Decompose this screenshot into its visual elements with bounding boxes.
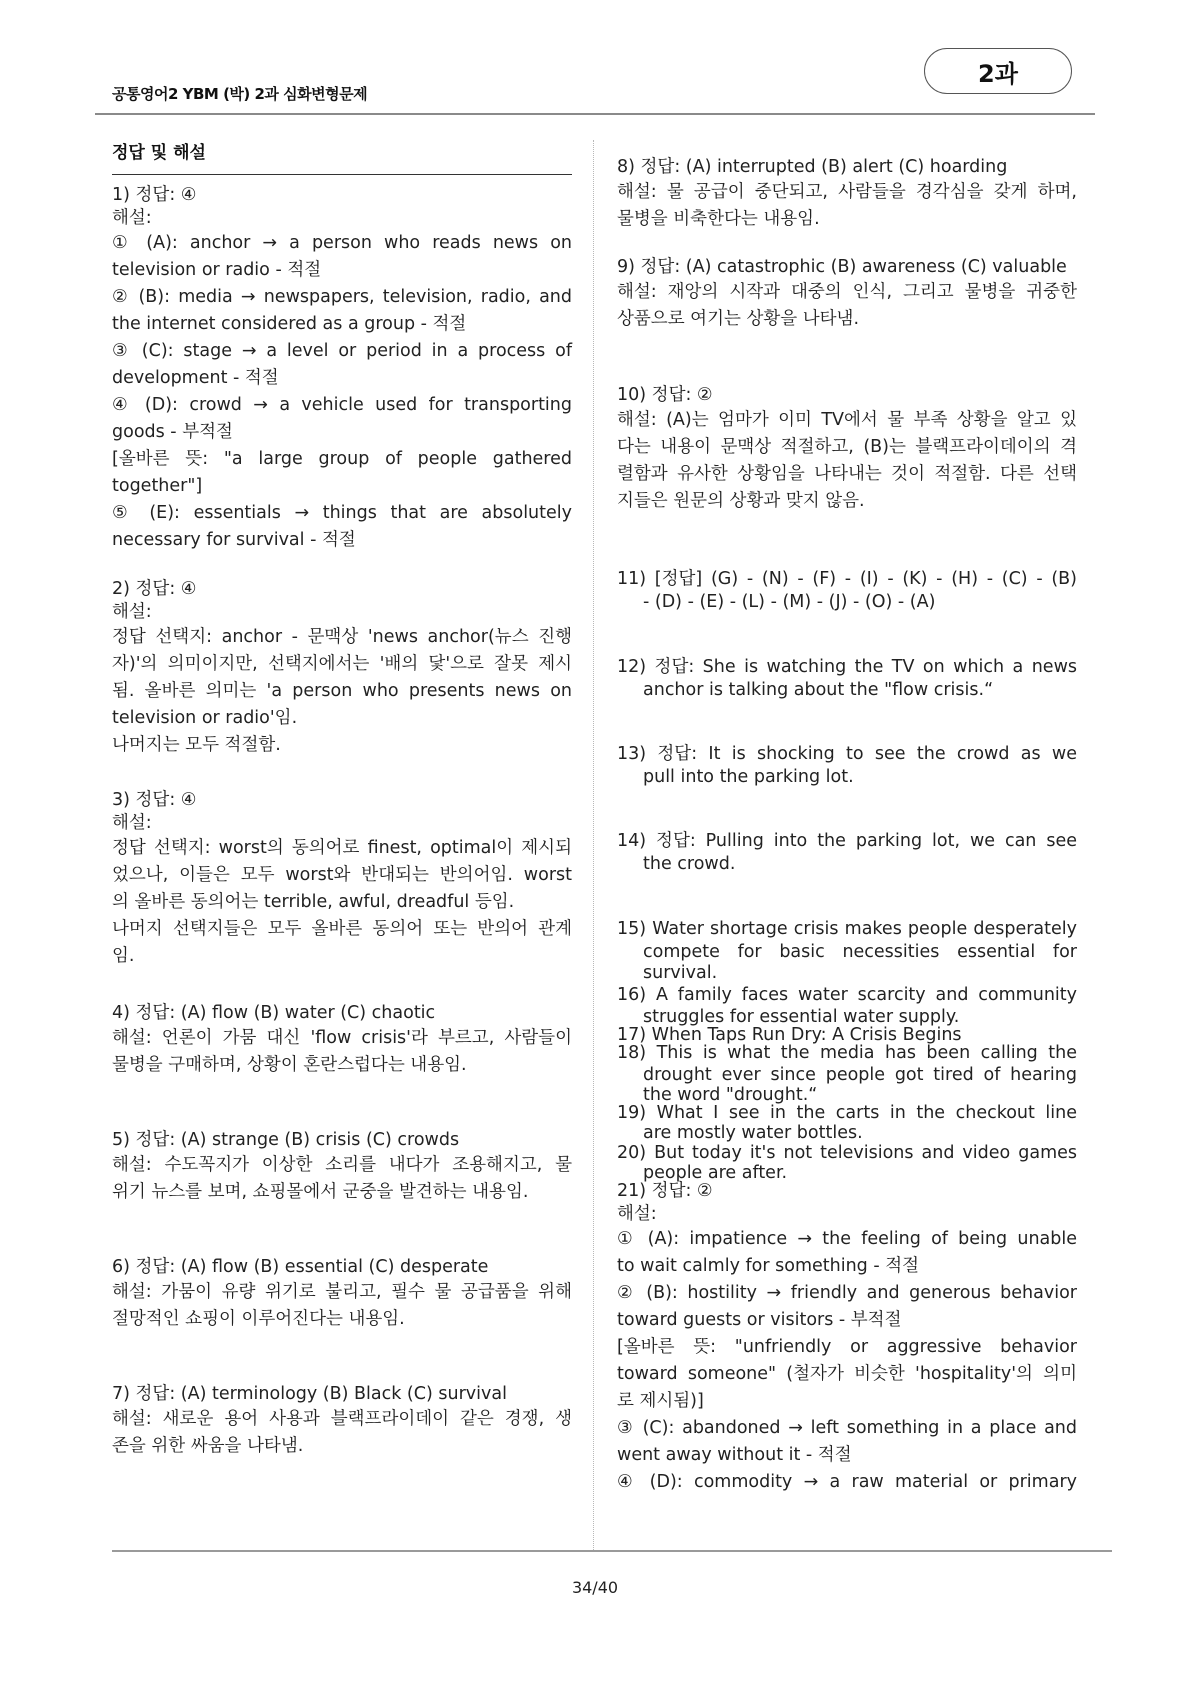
page-number: 34/40 bbox=[571, 1578, 619, 1597]
answer-item-7 bbox=[112, 1383, 572, 1460]
explanation-line: television or radio'임. bbox=[112, 708, 298, 728]
answer-line: 5) 정답: (A) strange (B) crisis (C) crowds bbox=[112, 1130, 460, 1150]
explanation-line: ① (A): impatience → the feeling of being unable bbox=[617, 1229, 1077, 1249]
explanation-line: 해설: 수도꼭지가 이상한 소리를 내다가 조용해지고, 물 bbox=[112, 1155, 572, 1175]
answer-line: 9) 정답: (A) catastrophic (B) awareness (C) valuable bbox=[617, 257, 1067, 277]
lesson-badge: 2과 bbox=[924, 48, 1072, 94]
explanation-line: development - 적절 bbox=[112, 368, 279, 388]
answer-line: - (D) - (E) - (L) - (M) - (J) - (O) - (A) bbox=[643, 592, 936, 612]
answer-item-1 bbox=[112, 184, 572, 554]
explanation-line: 다는 내용이 문맥상 적절하고, (B)는 블랙프라이데이의 격 bbox=[617, 437, 1077, 457]
document-header-title: 공통영어2 YBM (박) 2과 심화변형문제 bbox=[112, 85, 368, 103]
answer-line: 10) 정답: ② bbox=[617, 385, 713, 405]
explanation-line: toward someone" (철자가 비슷한 'hospitality'의 의미 bbox=[617, 1364, 1077, 1384]
answer-item-16 bbox=[617, 984, 1077, 1027]
explanation-line: 해설: 물 공급이 중단되고, 사람들을 경각심을 갖게 하며, bbox=[617, 182, 1077, 202]
explanation-line: 었으나, 이들은 모두 worst와 반대되는 반의어임. worst bbox=[112, 865, 572, 885]
answer-line: 11) [정답] (G) - (N) - (F) - (I) - (K) - (H) - (C) - (B) bbox=[617, 569, 1077, 589]
answer-item-21 bbox=[617, 1180, 1077, 1496]
explanation-line: ③ (C): abandoned → left something in a place and bbox=[617, 1418, 1077, 1438]
answer-item-5 bbox=[112, 1129, 572, 1206]
explanation-line: ④ (D): commodity → a raw material or primary bbox=[617, 1472, 1077, 1492]
explanation-line: 나머지는 모두 적절함. bbox=[112, 735, 281, 755]
answer-item-4 bbox=[112, 1002, 572, 1079]
explanation-label: 해설: bbox=[112, 602, 152, 622]
explanation-line: 해설: 언론이 가뭄 대신 'flow crisis'라 부르고, 사람들이 bbox=[112, 1028, 572, 1048]
column-divider bbox=[593, 140, 594, 1550]
explanation-line: 위기 뉴스를 보며, 쇼핑몰에서 군중을 발견하는 내용임. bbox=[112, 1182, 529, 1202]
explanation-line: 물병을 비축한다는 내용임. bbox=[617, 209, 820, 229]
explanation-line: toward guests or visitors - 부적절 bbox=[617, 1310, 902, 1330]
answer-item-12 bbox=[617, 656, 1077, 702]
explanation-line: ④ (D): crowd → a vehicle used for transporting bbox=[112, 395, 572, 415]
answer-line: 4) 정답: (A) flow (B) water (C) chaotic bbox=[112, 1003, 436, 1023]
answer-item-6 bbox=[112, 1256, 572, 1333]
answer-line: 19) What I see in the carts in the checkout line bbox=[617, 1103, 1077, 1123]
explanation-line: 자)'의 의미이지만, 선택지에서는 '배의 닻'으로 잘못 제시 bbox=[112, 654, 572, 674]
explanation-line: the internet considered as a group - 적절 bbox=[112, 314, 467, 334]
answer-item-13 bbox=[617, 743, 1077, 789]
answer-line: 13) 정답: It is shocking to see the crowd as we bbox=[617, 744, 1077, 764]
answer-item-20 bbox=[617, 1142, 1077, 1182]
answer-line: 2) 정답: ④ bbox=[112, 579, 197, 599]
answer-line: 20) But today it's not televisions and video games bbox=[617, 1143, 1077, 1163]
answer-line: 15) Water shortage crisis makes people desperately bbox=[617, 919, 1077, 939]
answer-item-19 bbox=[617, 1102, 1077, 1142]
answer-line: 1) 정답: ④ bbox=[112, 185, 197, 205]
explanation-line: ③ (C): stage → a level or period in a process of bbox=[112, 341, 572, 361]
explanation-label: 해설: bbox=[617, 1204, 657, 1224]
answer-line: people are after. bbox=[643, 1163, 788, 1183]
explanation-line: 정답 선택지: anchor - 문맥상 'news anchor(뉴스 진행 bbox=[112, 627, 572, 647]
explanation-line: 지들은 원문의 상황과 맞지 않음. bbox=[617, 491, 865, 511]
answer-line: 14) 정답: Pulling into the parking lot, we can see bbox=[617, 831, 1077, 851]
answer-item-2 bbox=[112, 578, 572, 759]
answer-line: 21) 정답: ② bbox=[617, 1181, 713, 1201]
explanation-line: television or radio - 적절 bbox=[112, 260, 322, 280]
explanation-line: 물병을 구매하며, 상황이 혼란스럽다는 내용임. bbox=[112, 1055, 467, 1075]
answer-line: 3) 정답: ④ bbox=[112, 790, 197, 810]
answer-line: 8) 정답: (A) interrupted (B) alert (C) hoarding bbox=[617, 157, 1008, 177]
answer-line: 18) This is what the media has been calling the bbox=[617, 1043, 1077, 1063]
explanation-label: 해설: bbox=[112, 208, 152, 228]
explanation-line: together"] bbox=[112, 476, 203, 496]
answer-item-11 bbox=[617, 568, 1077, 614]
answer-line: 7) 정답: (A) terminology (B) Black (C) survival bbox=[112, 1384, 507, 1404]
explanation-line: 절망적인 쇼핑이 이루어진다는 내용임. bbox=[112, 1309, 405, 1329]
answer-line: the crowd. bbox=[643, 854, 736, 874]
explanation-line: 해설: (A)는 엄마가 이미 TV에서 물 부족 상황을 알고 있 bbox=[617, 410, 1077, 430]
explanation-line: 됨. 올바른 의미는 'a person who presents news on bbox=[112, 681, 572, 701]
explanation-label: 해설: bbox=[112, 813, 152, 833]
explanation-line: 의 올바른 동의어는 terrible, awful, dreadful 등임. bbox=[112, 892, 515, 912]
section-title: 정답 및 해설 bbox=[112, 143, 206, 163]
answer-line: anchor is talking about the "flow crisis.“ bbox=[643, 680, 994, 700]
section-title-underline bbox=[112, 174, 572, 175]
answer-line: 6) 정답: (A) flow (B) essential (C) desperate bbox=[112, 1257, 489, 1277]
explanation-line: ② (B): hostility → friendly and generous behavior bbox=[617, 1283, 1077, 1303]
answer-item-8 bbox=[617, 156, 1077, 233]
answer-item-14 bbox=[617, 830, 1077, 876]
explanation-line: 해설: 새로운 용어 사용과 블랙프라이데이 같은 경쟁, 생 bbox=[112, 1409, 572, 1429]
answer-line: 12) 정답: She is watching the TV on which a news bbox=[617, 657, 1077, 677]
explanation-line: 해설: 재앙의 시작과 대중의 인식, 그리고 물병을 귀중한 bbox=[617, 282, 1077, 302]
explanation-line: 해설: 가뭄이 유량 위기로 불리고, 필수 물 공급품을 위해 bbox=[112, 1282, 572, 1302]
explanation-line: 나머지 선택지들은 모두 올바른 동의어 또는 반의어 관계 bbox=[112, 919, 572, 939]
explanation-line: 로 제시됨)] bbox=[617, 1391, 704, 1411]
explanation-line: [올바른 뜻: "unfriendly or aggressive behavior bbox=[617, 1337, 1077, 1357]
answer-line: compete for basic necessities essential for bbox=[643, 942, 1077, 962]
explanation-line: went away without it - 적절 bbox=[617, 1445, 852, 1465]
explanation-line: 렬함과 유사한 상황임을 나타내는 것이 적절함. 다른 선택 bbox=[617, 464, 1077, 484]
explanation-line: ② (B): media → newspapers, television, radio, and bbox=[112, 287, 572, 307]
answer-line: drought ever since people got tired of hearing bbox=[643, 1065, 1077, 1085]
answer-item-9 bbox=[617, 256, 1077, 333]
answer-item-10 bbox=[617, 384, 1077, 515]
answer-line: pull into the parking lot. bbox=[643, 767, 854, 787]
answer-line: survival. bbox=[643, 963, 718, 983]
answer-line: 16) A family faces water scarcity and community bbox=[617, 985, 1077, 1005]
answer-item-3 bbox=[112, 789, 572, 970]
explanation-line: 존을 위한 싸움을 나타냄. bbox=[112, 1436, 304, 1456]
footer-divider bbox=[112, 1550, 1112, 1552]
explanation-line: 상품으로 여기는 상황을 나타냄. bbox=[617, 309, 860, 329]
explanation-line: to wait calmly for something - 적절 bbox=[617, 1256, 920, 1276]
answer-line: the word "drought.“ bbox=[643, 1085, 818, 1105]
explanation-line: 임. bbox=[112, 946, 135, 966]
answer-item-15 bbox=[617, 918, 1077, 982]
answer-line: struggles for essential water supply. bbox=[643, 1007, 960, 1027]
header-divider bbox=[95, 113, 1095, 115]
explanation-line: 정답 선택지: worst의 동의어로 finest, optimal이 제시되 bbox=[112, 838, 572, 858]
answer-line: 17) When Taps Run Dry: A Crisis Begins bbox=[617, 1025, 962, 1045]
answer-item-18 bbox=[617, 1042, 1077, 1104]
explanation-line: goods - 부적절 bbox=[112, 422, 233, 442]
explanation-line: ⑤ (E): essentials → things that are absolutely bbox=[112, 503, 572, 523]
explanation-line: necessary for survival - 적절 bbox=[112, 530, 356, 550]
explanation-line: [올바른 뜻: "a large group of people gathered bbox=[112, 449, 572, 469]
explanation-line: ① (A): anchor → a person who reads news on bbox=[112, 233, 572, 253]
answer-line: are mostly water bottles. bbox=[643, 1123, 863, 1143]
